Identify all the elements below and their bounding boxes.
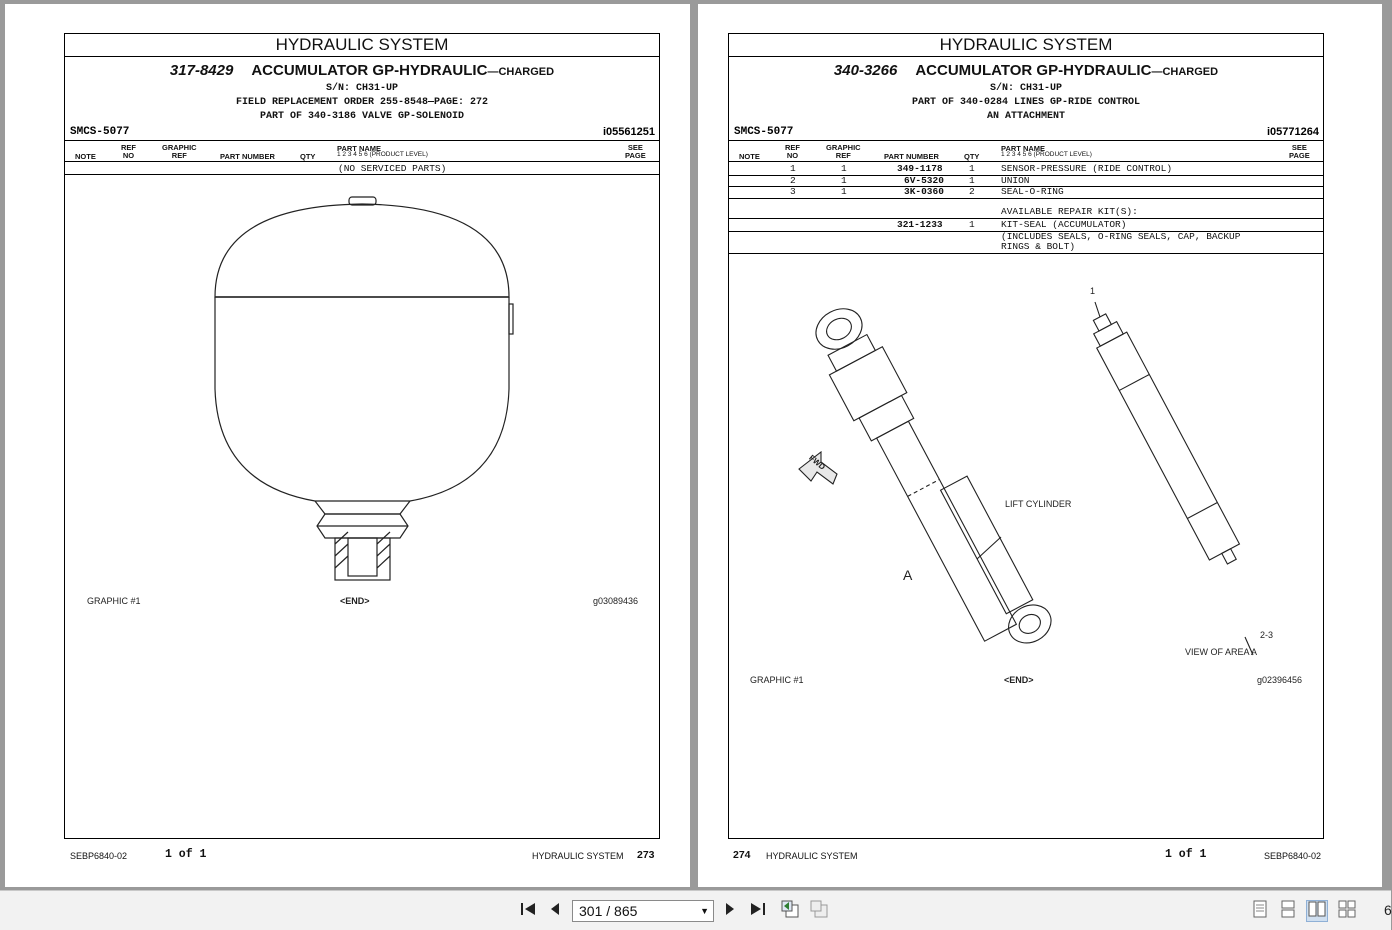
col-graphic-ref: GRAPHIC REF	[826, 143, 861, 160]
two-page-continuous-icon	[1338, 900, 1356, 923]
col-product-level: 1 2 3 4 5 6 (PRODUCT LEVEL)	[337, 151, 428, 158]
left-page	[5, 4, 690, 887]
callout-2-3: 2-3	[1260, 630, 1274, 640]
footer-page-count: 1 of 1	[165, 848, 207, 861]
col-part-name: PART NAME	[337, 144, 382, 153]
row-ref: 3	[790, 186, 796, 197]
label-lift-cylinder: LIFT CYLINDER	[1005, 499, 1072, 509]
smcs-code: SMCS-5077	[734, 126, 794, 138]
row-graphic: 1	[841, 186, 847, 197]
serial-number: S/N: CH31-UP	[989, 83, 1062, 94]
table-rule	[65, 161, 659, 162]
page-indicator: 301 / 865	[579, 903, 638, 919]
row-part-number: 3K-0360	[904, 186, 944, 197]
callout-1: 1	[1090, 286, 1096, 296]
heading-line-3: AN ATTACHMENT	[986, 111, 1065, 122]
part-title-suffix: —CHARGED	[1151, 66, 1219, 78]
kit-part-number: 321-1233	[897, 219, 943, 230]
go-back-icon	[780, 900, 800, 923]
row-ref: 2	[790, 175, 796, 186]
footer-page-count: 1 of 1	[1165, 848, 1207, 861]
kit-description: (INCLUDES SEALS, O-RING SEALS, CAP, BACKUP	[1001, 231, 1241, 242]
part-title: ACCUMULATOR GP-HYDRAULIC	[915, 62, 1152, 79]
last-page-icon	[750, 902, 766, 921]
row-qty: 1	[969, 163, 975, 174]
col-part-number: PART NUMBER	[884, 152, 939, 161]
heading-line-3: PART OF 340-3186 VALVE GP-SOLENOID	[259, 111, 465, 122]
single-page-icon	[1253, 900, 1267, 923]
no-serviced-parts: (NO SERVICED PARTS)	[338, 163, 447, 174]
col-note: NOTE	[75, 152, 96, 161]
document-id: i05561251	[603, 126, 655, 138]
part-heading	[729, 62, 1323, 79]
header-rule	[729, 140, 1323, 141]
next-page-icon	[724, 902, 736, 921]
graphic-id: g02396456	[1257, 675, 1303, 685]
col-qty: QTY	[964, 152, 980, 161]
first-page-icon	[520, 902, 536, 921]
footer-system: HYDRAULIC SYSTEM	[532, 851, 624, 861]
row-qty: 1	[969, 175, 975, 186]
col-product-level: 1 2 3 4 5 6 (PRODUCT LEVEL)	[1001, 151, 1092, 158]
kit-name: KIT-SEAL (ACCUMULATOR)	[1001, 219, 1127, 230]
row-graphic: 1	[841, 163, 847, 174]
row-graphic: 1	[841, 175, 847, 186]
kit-heading: AVAILABLE REPAIR KIT(S):	[1001, 206, 1138, 217]
continuous-view-button[interactable]	[1277, 900, 1299, 922]
part-number-heading: 340-3266	[833, 62, 898, 79]
row-part-number: 6V-5320	[904, 175, 944, 186]
continuous-page-icon	[1281, 900, 1295, 923]
graphic-label: GRAPHIC #1	[87, 596, 141, 606]
col-part-number: PART NUMBER	[220, 152, 275, 161]
part-title: ACCUMULATOR GP-HYDRAULIC	[251, 62, 488, 79]
go-forward-button[interactable]	[808, 900, 830, 922]
row-part-name: UNION	[1001, 175, 1030, 186]
kit-qty: 1	[969, 219, 975, 230]
table-rule	[729, 161, 1323, 162]
part-number-heading: 317-8429	[169, 62, 234, 79]
col-ref-no: REF NO	[785, 143, 800, 160]
row-part-name: SENSOR-PRESSURE (RIDE CONTROL)	[1001, 163, 1173, 174]
graphic-id: g03089436	[593, 596, 639, 606]
next-page-button[interactable]	[719, 900, 741, 922]
footer-doc-id: SEBP6840-02	[1264, 851, 1322, 861]
col-part-name: PART NAME	[1001, 144, 1046, 153]
table-rule	[729, 198, 1323, 199]
document-id: i05771264	[1267, 126, 1319, 138]
footer-page-number: 274	[733, 849, 751, 861]
col-see-page: SEE PAGE	[1289, 143, 1310, 160]
serial-number: S/N: CH31-UP	[325, 83, 398, 94]
system-title: HYDRAULIC SYSTEM	[729, 34, 1323, 57]
right-page	[698, 4, 1382, 887]
go-forward-icon	[809, 900, 829, 923]
heading-line-2: FIELD REPLACEMENT ORDER 255-8548—PAGE: 272	[235, 97, 489, 108]
col-see-page: SEE PAGE	[625, 143, 646, 160]
viewer-toolbar	[0, 890, 1391, 930]
footer-doc-id: SEBP6840-02	[70, 851, 128, 861]
smcs-code: SMCS-5077	[70, 126, 130, 138]
last-page-button[interactable]	[747, 900, 769, 922]
single-page-view-button[interactable]	[1249, 900, 1271, 922]
row-qty: 2	[969, 186, 975, 197]
left-page-frame	[64, 33, 660, 839]
graphic-label: GRAPHIC #1	[750, 675, 804, 685]
col-ref-no: REF NO	[121, 143, 136, 160]
part-title-suffix: —CHARGED	[487, 66, 555, 78]
previous-page-icon	[549, 902, 561, 921]
accumulator-drawing	[65, 184, 659, 604]
col-graphic-ref: GRAPHIC REF	[162, 143, 197, 160]
label-fwd: FWD	[807, 453, 827, 472]
label-area-a: A	[903, 567, 913, 583]
two-page-icon	[1308, 901, 1326, 922]
dropdown-icon: ▼	[700, 906, 709, 916]
header-rule	[65, 140, 659, 141]
table-rule	[65, 174, 659, 175]
zoom-level-text: 6	[1384, 902, 1392, 918]
footer-page-number: 273	[637, 849, 655, 861]
page-number-input[interactable]	[572, 900, 714, 922]
part-heading	[65, 62, 659, 79]
row-part-number: 349-1178	[897, 163, 943, 174]
two-page-continuous-button[interactable]	[1336, 900, 1358, 922]
first-page-button[interactable]	[517, 900, 539, 922]
end-marker: <END>	[340, 596, 370, 606]
previous-page-button[interactable]	[544, 900, 566, 922]
row-ref: 1	[790, 163, 796, 174]
footer-system: HYDRAULIC SYSTEM	[766, 851, 858, 861]
heading-line-2: PART OF 340-0284 LINES GP-RIDE CONTROL	[911, 97, 1141, 108]
right-page-frame	[728, 33, 1324, 839]
col-qty: QTY	[300, 152, 316, 161]
label-view-area-a: VIEW OF AREA A	[1185, 647, 1258, 657]
kit-description: RINGS & BOLT)	[1001, 241, 1076, 252]
end-marker: <END>	[1004, 675, 1034, 685]
col-note: NOTE	[739, 152, 760, 161]
two-page-view-button[interactable]	[1306, 900, 1328, 922]
system-title: HYDRAULIC SYSTEM	[65, 34, 659, 57]
go-back-button[interactable]	[779, 900, 801, 922]
table-rule	[729, 253, 1323, 254]
row-part-name: SEAL-O-RING	[1001, 186, 1064, 197]
